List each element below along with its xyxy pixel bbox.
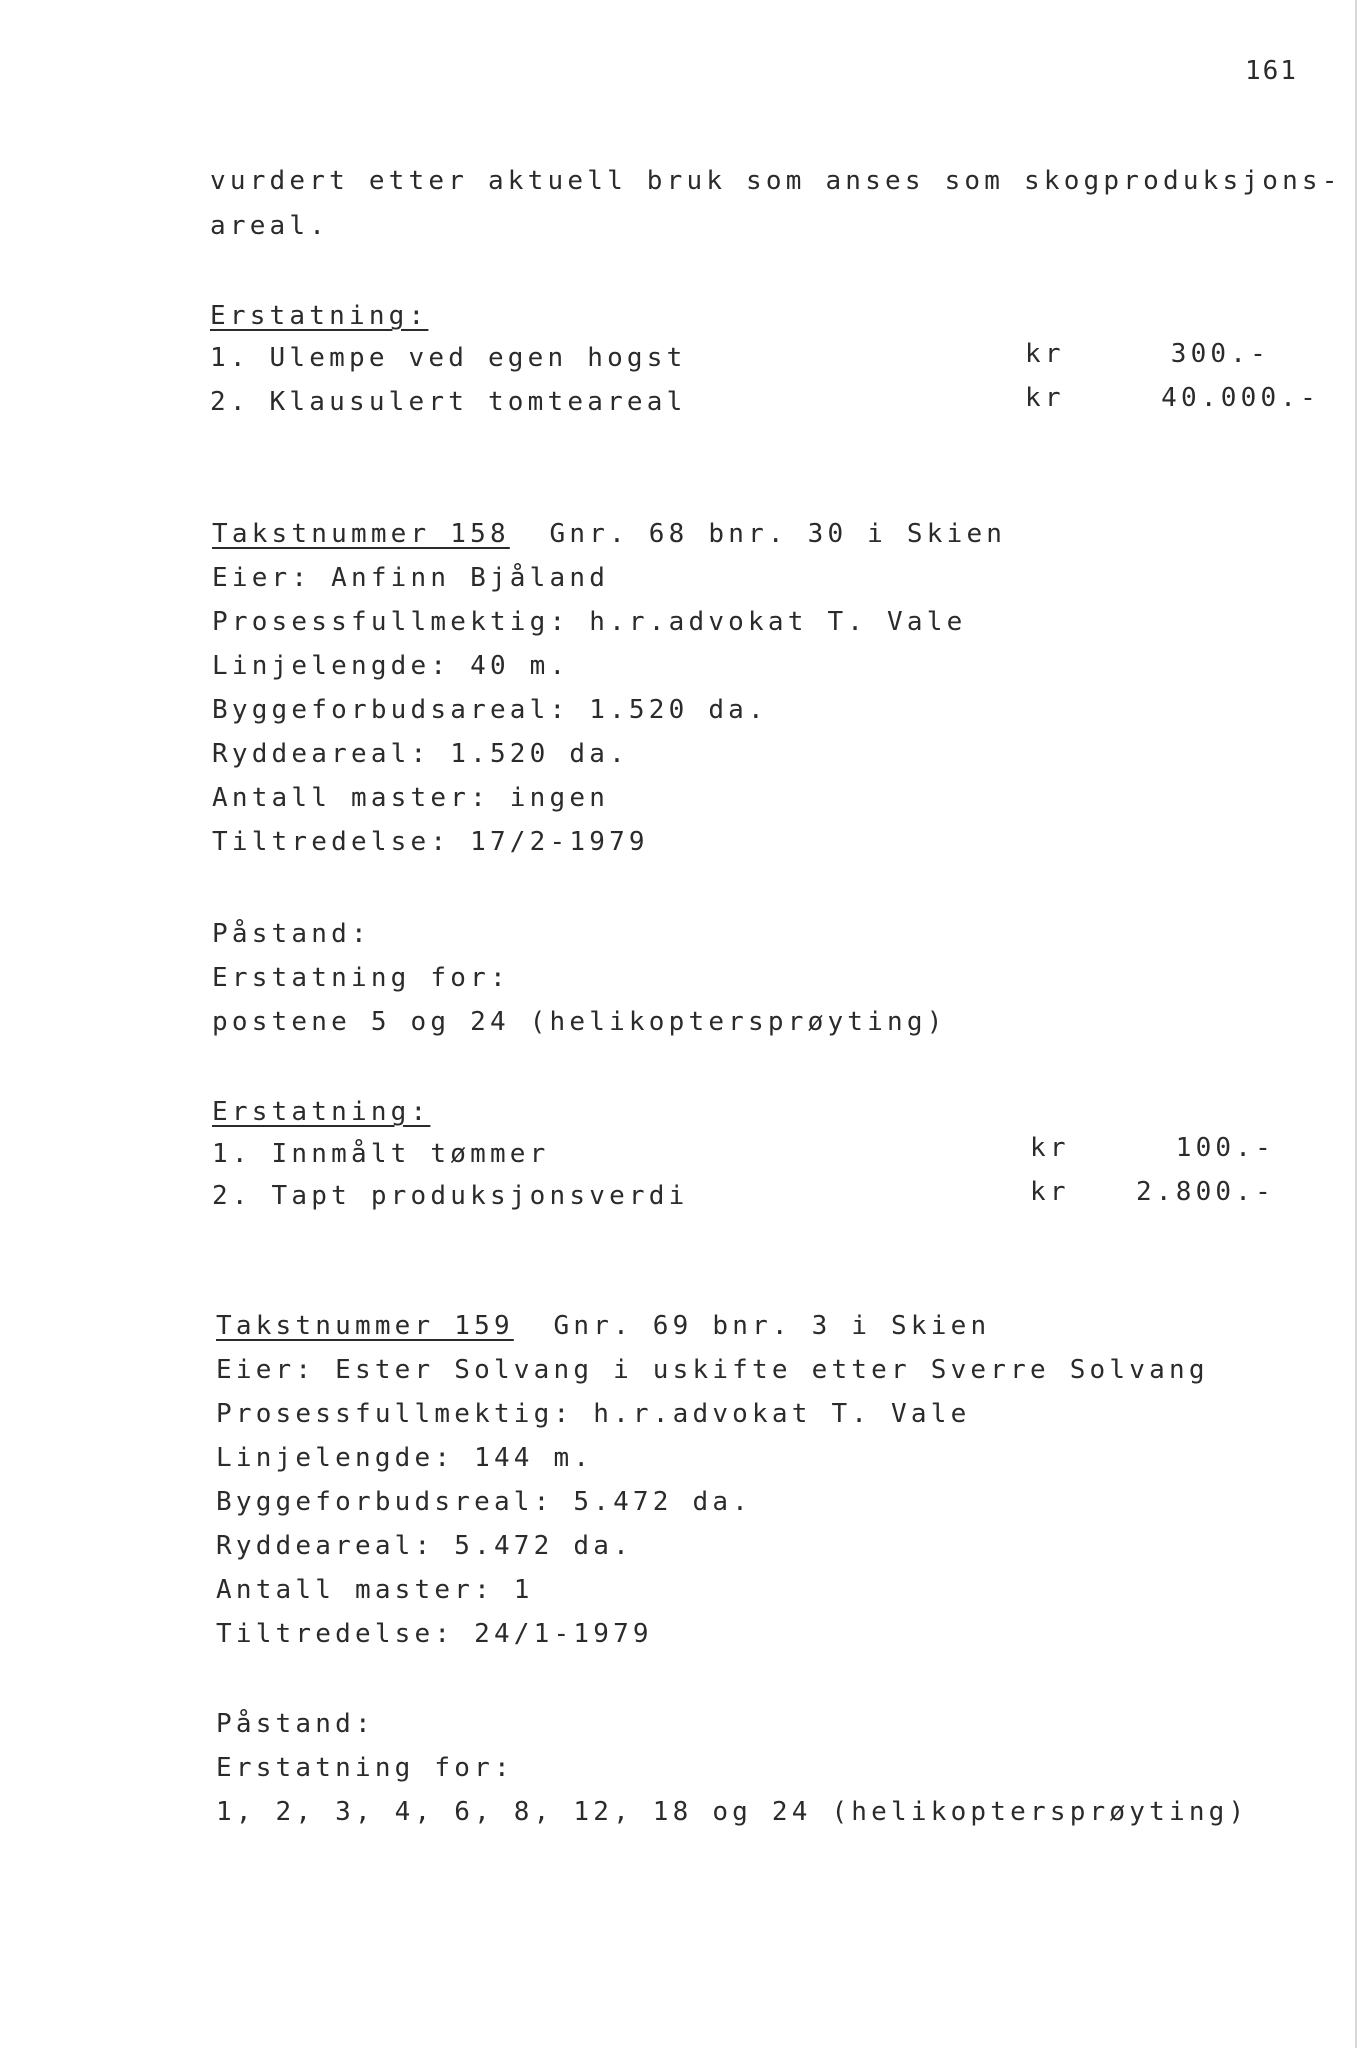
claim-heading: Påstand: bbox=[212, 919, 371, 949]
compensation-heading: Erstatning: bbox=[212, 1097, 431, 1127]
takst-158-field: Antall master: ingen bbox=[212, 783, 610, 813]
compensation-item: 2. Tapt produksjonsverdi bbox=[212, 1181, 689, 1211]
amount-value: 2.800.- bbox=[1136, 1177, 1275, 1207]
compensation-heading: Erstatning: bbox=[210, 301, 429, 331]
takst-number: Takstnummer 159 bbox=[216, 1311, 514, 1341]
takst-159-field: Tiltredelse: 24/1-1979 bbox=[216, 1619, 653, 1649]
takst-159-field: Eier: Ester Solvang i uskifte etter Sverre Solvang bbox=[216, 1355, 1209, 1385]
takst-159-field: Prosessfullmektig: h.r.advokat T. Vale bbox=[216, 1399, 971, 1429]
takst-158-field: Byggeforbudsareal: 1.520 da. bbox=[212, 695, 768, 725]
takst-159-field: Byggeforbudsreal: 5.472 da. bbox=[216, 1487, 753, 1517]
takst-158-field: Tiltredelse: 17/2-1979 bbox=[212, 827, 649, 857]
takst-number: Takstnummer 158 bbox=[212, 519, 510, 549]
claim-items: 1, 2, 3, 4, 6, 8, 12, 18 og 24 (helikoptersprøyting) bbox=[216, 1797, 1249, 1827]
compensation-amount bbox=[1030, 1132, 1275, 1164]
takst-159-field: Antall master: 1 bbox=[216, 1575, 534, 1605]
takst-159-field: Linjelengde: 144 m. bbox=[216, 1443, 594, 1473]
claim-subheading: Erstatning for: bbox=[216, 1753, 514, 1783]
claim-heading: Påstand: bbox=[216, 1709, 375, 1739]
compensation-amount bbox=[1030, 1176, 1275, 1208]
currency-label: kr bbox=[1030, 1133, 1070, 1163]
compensation-item: 2. Klausulert tomteareal bbox=[210, 387, 687, 417]
property-id: Gnr. 69 bnr. 3 i Skien bbox=[553, 1311, 991, 1341]
takst-158-field: Eier: Anfinn Bjåland bbox=[212, 563, 610, 593]
compensation-item: 1. Innmålt tømmer bbox=[212, 1139, 550, 1169]
intro-line-2: areal. bbox=[210, 211, 330, 241]
compensation-amount bbox=[1025, 338, 1270, 370]
amount-value: 40.000.- bbox=[1161, 383, 1320, 413]
takst-158-header bbox=[212, 518, 1006, 550]
takst-158-field: Prosessfullmektig: h.r.advokat T. Vale bbox=[212, 607, 967, 637]
amount-value: 100.- bbox=[1175, 1133, 1275, 1163]
compensation-item: 1. Ulempe ved egen hogst bbox=[210, 343, 687, 373]
page-number: 161 bbox=[1245, 56, 1298, 86]
intro-line-1: vurdert etter aktuell bruk som anses som skogproduksjons- bbox=[210, 166, 1342, 196]
property-id: Gnr. 68 bnr. 30 i Skien bbox=[549, 519, 1007, 549]
compensation-amount bbox=[1025, 382, 1320, 414]
currency-label: kr bbox=[1025, 339, 1065, 369]
takst-158-field: Linjelengde: 40 m. bbox=[212, 651, 570, 681]
currency-label: kr bbox=[1025, 383, 1065, 413]
claim-items: postene 5 og 24 (helikoptersprøyting) bbox=[212, 1007, 947, 1037]
takst-159-header bbox=[216, 1310, 990, 1342]
currency-label: kr bbox=[1030, 1177, 1070, 1207]
claim-subheading: Erstatning for: bbox=[212, 963, 510, 993]
takst-159-field: Ryddeareal: 5.472 da. bbox=[216, 1531, 633, 1561]
takst-158-field: Ryddeareal: 1.520 da. bbox=[212, 739, 629, 769]
amount-value: 300.- bbox=[1170, 339, 1270, 369]
